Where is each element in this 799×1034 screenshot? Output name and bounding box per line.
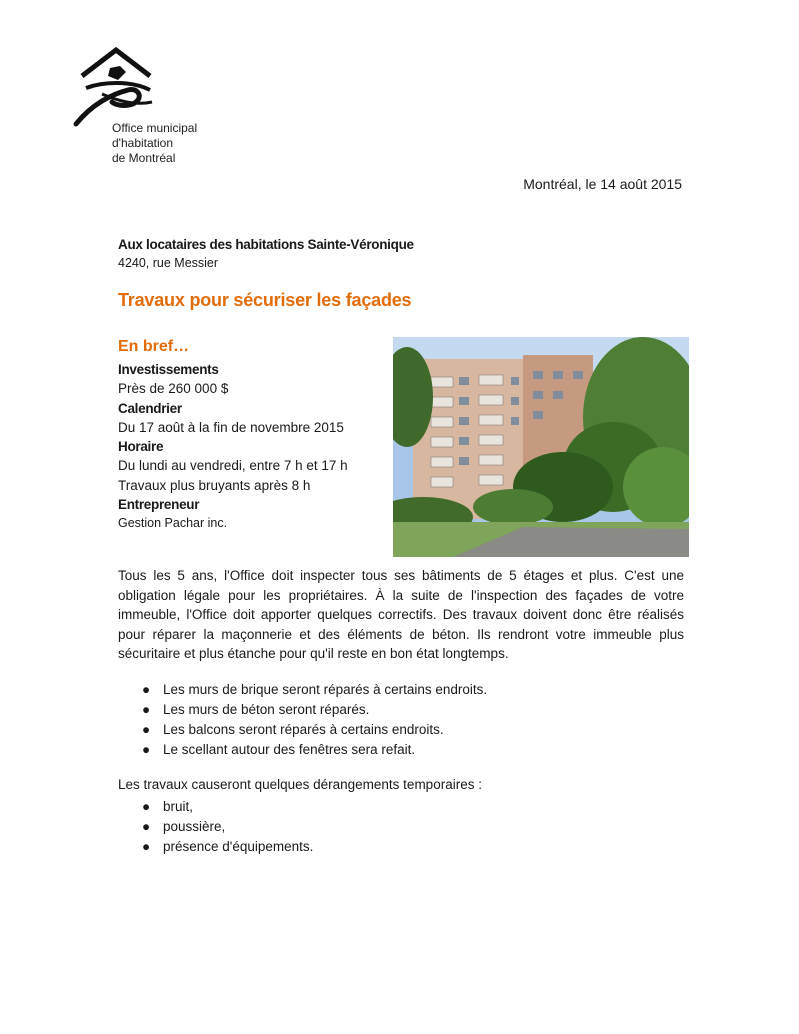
apartment-building-photo bbox=[393, 337, 689, 557]
org-line-1: Office municipal bbox=[112, 121, 198, 135]
brief-heading: En bref… bbox=[118, 338, 190, 355]
bullet-icon: ● bbox=[142, 839, 151, 854]
recipient-block bbox=[118, 235, 414, 273]
organization-name bbox=[112, 121, 197, 166]
brief-label-contractor: Entrepreneur bbox=[118, 497, 200, 513]
letter-date: Montréal, le 14 août 2015 bbox=[523, 176, 682, 192]
brief-label-hours: Horaire bbox=[118, 439, 164, 455]
recipient-address: 4240, rue Messier bbox=[118, 256, 219, 270]
brief-label-investments: Investissements bbox=[118, 362, 219, 377]
list-item: ● bruit, bbox=[118, 797, 678, 817]
list-item: ● Le scellant autour des fenêtres sera refait. bbox=[118, 740, 678, 760]
brief-value-investments: Près de 260 000 $ bbox=[118, 381, 229, 397]
bullet-icon: ● bbox=[142, 799, 151, 814]
bullet-icon: ● bbox=[142, 742, 151, 757]
body-paragraph: Tous les 5 ans, l'Office doit inspecter tous ses bâtiments de 5 étages et plus. C'est une obligation légale pour les propriétaires. À la suite de l'inspection des façades de votre immeuble, l'Office doit apporter quelques correctifs. Des travaux doivent donc être réalisés pour réparer la maçonnerie et des éléments de béton. Ils rendront votre immeuble plus sécuritaire et plus étanche pour qu'il reste en bon état longtemps. bbox=[118, 568, 684, 661]
list-item: ● Les balcons seront réparés à certains endroits. bbox=[118, 720, 678, 740]
brief-summary bbox=[118, 360, 388, 534]
document-title: Travaux pour sécuriser les façades bbox=[118, 290, 412, 310]
disturbances-intro: Les travaux causeront quelques dérangements temporaires : bbox=[118, 777, 482, 792]
bullet-icon: ● bbox=[142, 819, 151, 834]
bullet-icon: ● bbox=[142, 682, 151, 697]
brief-value-schedule: Du 17 août à la fin de novembre 2015 bbox=[118, 419, 344, 435]
brief-value-contractor: Gestion Pachar inc. bbox=[118, 516, 228, 531]
bullet-icon: ● bbox=[142, 722, 151, 737]
bullet-icon: ● bbox=[142, 702, 151, 717]
org-line-2: d'habitation bbox=[112, 136, 174, 150]
works-list bbox=[118, 680, 678, 760]
list-item: ● présence d'équipements. bbox=[118, 837, 678, 857]
recipient-name: Aux locataires des habitations Sainte-Véronique bbox=[118, 237, 414, 252]
brief-label-schedule: Calendrier bbox=[118, 400, 182, 416]
brief-value-hours: Du lundi au vendredi, entre 7 h et 17 h bbox=[118, 458, 348, 474]
list-item: ● Les murs de béton seront réparés. bbox=[118, 700, 678, 720]
list-item: ● poussière, bbox=[118, 817, 678, 837]
brief-value-hours-noise: Travaux plus bruyants après 8 h bbox=[118, 477, 311, 493]
list-item: ● Les murs de brique seront réparés à certains endroits. bbox=[118, 680, 678, 700]
org-line-3: de Montréal bbox=[112, 151, 176, 165]
omhm-house-logo-icon bbox=[72, 44, 162, 128]
disturbances-list bbox=[118, 797, 678, 857]
